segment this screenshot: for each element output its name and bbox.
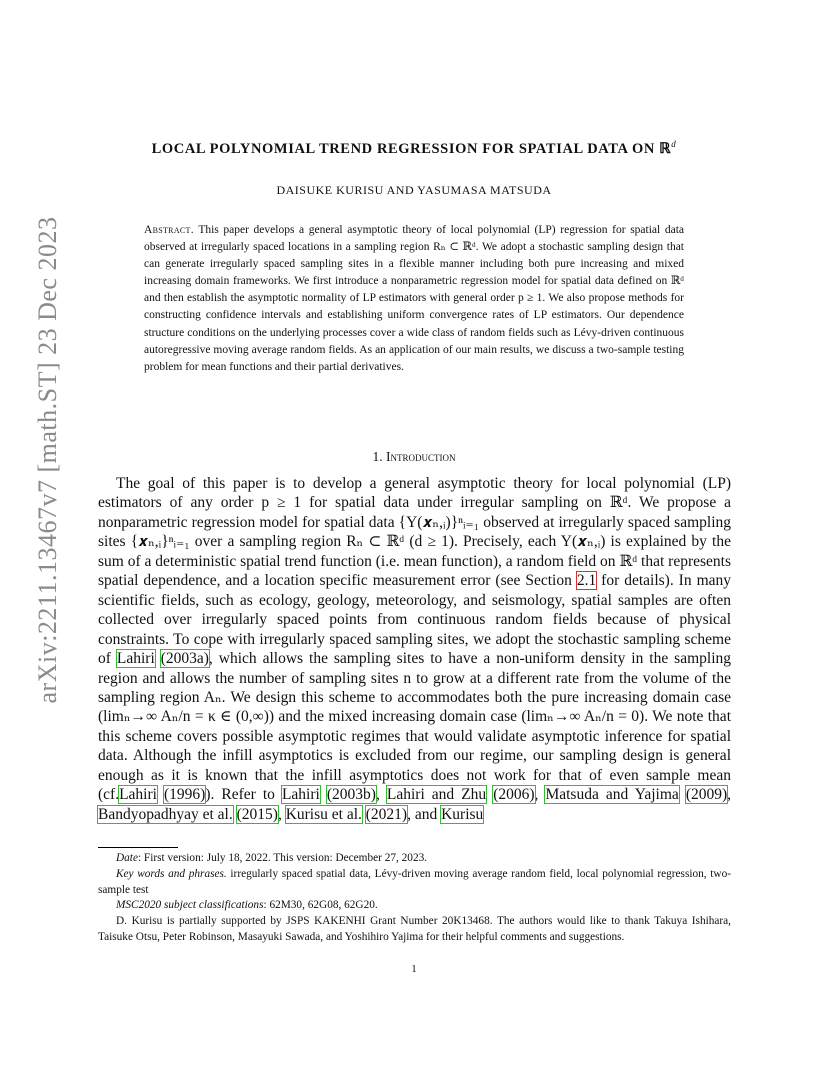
introduction-body: [98, 474, 731, 824]
citation-link[interactable]: Lahiri: [281, 786, 320, 804]
footnote-acknowledgment: D. Kurisu is partially supported by JSPS KAKENHI Grant Number 20K13468. The authors would like to thank Takuya Ishihara, Taisuke Otsu, Peter Robinson, Masayuki Sawada, and Yoshihiro Yajima for their helpful comments and suggestions.: [98, 915, 731, 943]
footnote-rule: [98, 847, 178, 848]
abstract: [144, 222, 684, 376]
citation-link[interactable]: Lahiri and Zhu: [386, 786, 487, 804]
citation-link[interactable]: Kurisu: [441, 805, 484, 823]
citation-link[interactable]: Kurisu et al.: [285, 805, 362, 823]
page-number: 1: [411, 963, 417, 975]
citation-year-link[interactable]: (2021): [365, 805, 408, 823]
footnote-keywords: Key words and phrases. irregularly spaced spatial data, Lévy-driven moving average random field, local polynomial regression, two-sample test: [98, 867, 731, 896]
introduction-paragraph: The goal of this paper is to develop a general asymptotic theory for local polynomial (LP) estimators of any order p ≥ 1 for spatial data under irregular sampling on ℝᵈ. We propose a nonparametric regression model for spatial data {Y(𝒙ₙ,ᵢ)}ⁿᵢ₌₁ observed at irregularly spaced sampling sites {𝒙ₙ,ᵢ}ⁿᵢ₌₁ over a sampling region Rₙ ⊂ ℝᵈ (d ≥ 1). Precisely, each Y(𝒙ₙ,ᵢ) is explained by the sum of a deterministic spatial trend function (i.e. mean function), a random field on ℝᵈ that represents spatial dependence, and a location specific measurement error (see Section 2.1 for details). In many scientific fields, such as ecology, geology, meteorology, and seismology, spatial samples are often collected over irregularly spaced points from continuous random fields because of physical constraints. To cope with irregularly spaced sampling sites, we adopt the stochastic sampling scheme of Lahiri (2003a), which allows the sampling sites to have a non-uniform density in the sampling region and allows the number of sampling sites n to grow at a different rate from the volume of the sampling region Aₙ. We design this scheme to accommodates both the pure increasing domain case (limₙ→∞ Aₙ/n = κ ∈ (0,∞)) and the mixed increasing domain case (limₙ→∞ Aₙ/n = 0). We note that this scheme covers possible asymptotic regimes that would validate asymptotic inference for spatial data. Although the infill asymptotics is excluded from our regime, our sampling design is general enough as it is known that the infill asymptotics does not work for that of even sample mean (cf.Lahiri (1996)). Refer to Lahiri (2003b), Lahiri and Zhu (2006), Matsuda and Yajima (2009), Bandyopadhyay et al. (2015), Kurisu et al. (2021), and Kurisu: [98, 475, 732, 823]
citation-year-link[interactable]: (2015): [236, 805, 278, 823]
citation-link[interactable]: Lahiri: [116, 650, 155, 668]
section-reference-link[interactable]: 2.1: [576, 572, 597, 590]
citation-link[interactable]: Bandyopadhyay et al.: [98, 805, 233, 823]
citation-link[interactable]: Matsuda and Yajima: [545, 786, 679, 804]
citation-link[interactable]: Lahiri: [119, 786, 157, 804]
title-superscript: d: [671, 139, 677, 149]
abstract-label: Abstract.: [144, 224, 194, 236]
arxiv-identifier: arXiv:2211.13467v7 [math.ST] 23 Dec 2023: [33, 216, 62, 704]
abstract-text: This paper develops a general asymptotic theory of local polynomial (LP) regression for spatial data observed at irregularly spaced locations in a sampling region Rₙ ⊂ ℝᵈ. We adopt a stochastic sampling design that can generate irregularly spaced sampling sites in a flexible manner including both pure increasing and mixed increasing domain frameworks. We first introduce a nonparametric regression model for spatial data defined on ℝᵈ and then establish the asymptotic normality of LP estimators with general order p ≥ 1. We also propose methods for constructing confidence intervals and establishing uniform convergence rates of LP estimators. Our dependence structure conditions on the underlying processes cover a wide class of random fields such as Lévy-driven continuous autoregressive moving average random fields. As an application of our main results, we discuss a two-sample testing problem for mean functions and their partial derivatives.: [144, 224, 684, 373]
footnotes: [98, 851, 731, 946]
paper-authors: DAISUKE KURISU AND YASUMASA MATSUDA: [276, 183, 552, 197]
footnote-date: Date: First version: July 18, 2022. This version: December 27, 2023.: [116, 852, 428, 864]
citation-year-link[interactable]: (2003a): [160, 650, 209, 668]
footnote-msc: MSC2020 subject classifications: 62M30, 62G08, 62G20.: [116, 899, 378, 912]
citation-year-link[interactable]: (2009): [685, 786, 728, 804]
citation-year-link[interactable]: (2003b): [326, 786, 376, 804]
paper-title: LOCAL POLYNOMIAL TREND REGRESSION FOR SPATIAL DATA ON ℝ$^d$: [151, 139, 677, 157]
citation-year-link[interactable]: (2006): [493, 786, 535, 804]
citation-year-link[interactable]: (1996): [164, 786, 206, 804]
section-heading: 1. Introduction: [372, 449, 456, 464]
